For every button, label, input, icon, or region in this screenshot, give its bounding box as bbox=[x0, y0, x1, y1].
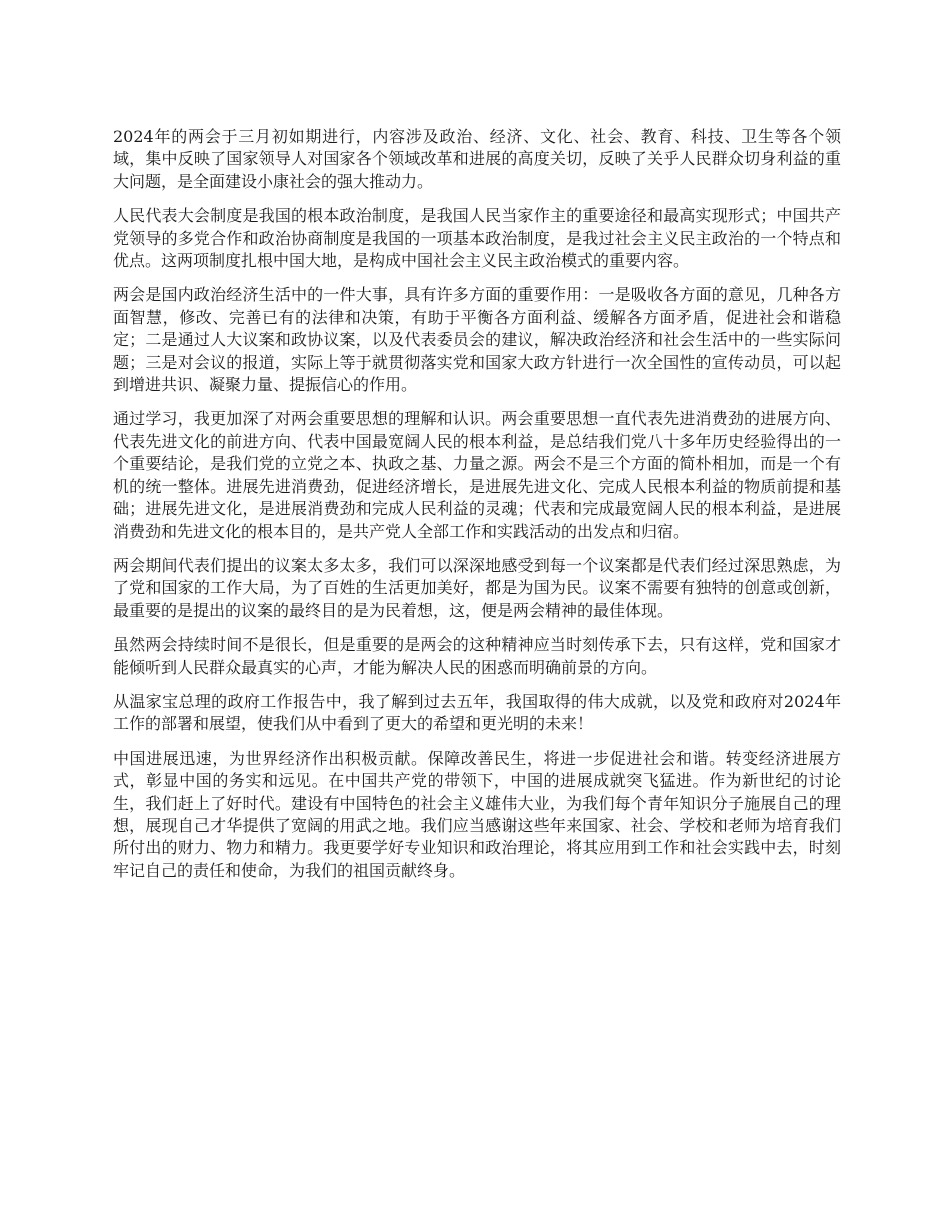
document-body bbox=[113, 126, 841, 894]
paragraph-4: 通过学习，我更加深了对两会重要思想的理解和认识。两会重要思想一直代表先进消费劲的进展方向、代表先进文化的前进方向、代表中国最宽阔人民的根本利益，是总结我们党八十多年历史经验得出的一个重要结论，是我们党的立党之本、执政之基、力量之源。两会不是三个方面的简朴相加，而是一个有机的统一整体。进展先进消费劲，促进经济增长，是进展先进文化、完成人民根本利益的物质前提和基础；进展先进文化，是进展消费劲和完成人民利益的灵魂；代表和完成最宽阔人民的根本利益，是进展消费劲和先进文化的根本目的，是共产党人全部工作和实践活动的出发点和归宿。 bbox=[113, 409, 841, 541]
paragraph-7: 从温家宝总理的政府工作报告中，我了解到过去五年，我国取得的伟大成就，以及党和政府对2024年工作的部署和展望，使我们从中看到了更大的希望和更光明的未来！ bbox=[113, 691, 841, 734]
paragraph-8: 中国进展迅速，为世界经济作出积极贡献。保障改善民生，将进一步促进社会和谐。转变经济进展方式，彰显中国的务实和远见。在中国共产党的带领下，中国的进展成就突飞猛进。作为新世纪的讨论生，我们赶上了好时代。建设有中国特色的社会主义雄伟大业，为我们每个青年知识分子施展自己的理想，展现自己才华提供了宽阔的用武之地。我们应当感谢这些年来国家、社会、学校和老师为培育我们所付出的财力、物力和精力。我更要学好专业知识和政治理论，将其应用到工作和社会实践中去，时刻牢记自己的责任和使命，为我们的祖国贡献终身。 bbox=[113, 748, 841, 880]
paragraph-1: 2024年的两会于三月初如期进行，内容涉及政治、经济、文化、社会、教育、科技、卫生等各个领域，集中反映了国家领导人对国家各个领域改革和进展的高度关切，反映了关乎人民群众切身利益的重大问题，是全面建设小康社会的强大推动力。 bbox=[113, 127, 841, 191]
paragraph-6: 虽然两会持续时间不是很长，但是重要的是两会的这种精神应当时刻传承下去，只有这样，党和国家才能倾听到人民群众最真实的心声，才能为解决人民的困惑而明确前景的方向。 bbox=[113, 635, 841, 677]
paragraph-3: 两会是国内政治经济生活中的一件大事，具有许多方面的重要作用：一是吸收各方面的意见，几种各方面智慧，修改、完善已有的法律和决策，有助于平衡各方面利益、缓解各方面矛盾，促进社会和谐稳定；二是通过人大议案和政协议案，以及代表委员会的建议，解决政治经济和社会生活中的一些实际问题；三是对会议的报道，实际上等于就贯彻落实党和国家大政方针进行一次全国性的宣传动员，可以起到增进共识、凝聚力量、提振信心的作用。 bbox=[113, 285, 841, 395]
paragraph-2: 人民代表大会制度是我国的根本政治制度，是我国人民当家作主的重要途径和最高实现形式；中国共产党领导的多党合作和政治协商制度是我国的一项基本政治制度，是我过社会主义民主政治的一个特点和优点。这两项制度扎根中国大地，是构成中国社会主义民主政治模式的重要内容。 bbox=[113, 206, 841, 271]
paragraph-5: 两会期间代表们提出的议案太多太多，我们可以深深地感受到每一个议案都是代表们经过深思熟虑，为了党和国家的工作大局，为了百姓的生活更加美好，都是为国为民。议案不需要有独特的创意或创新，最重要的是提出的议案的最终目的是为民着想，这，便是两会精神的最佳体现。 bbox=[113, 555, 841, 620]
